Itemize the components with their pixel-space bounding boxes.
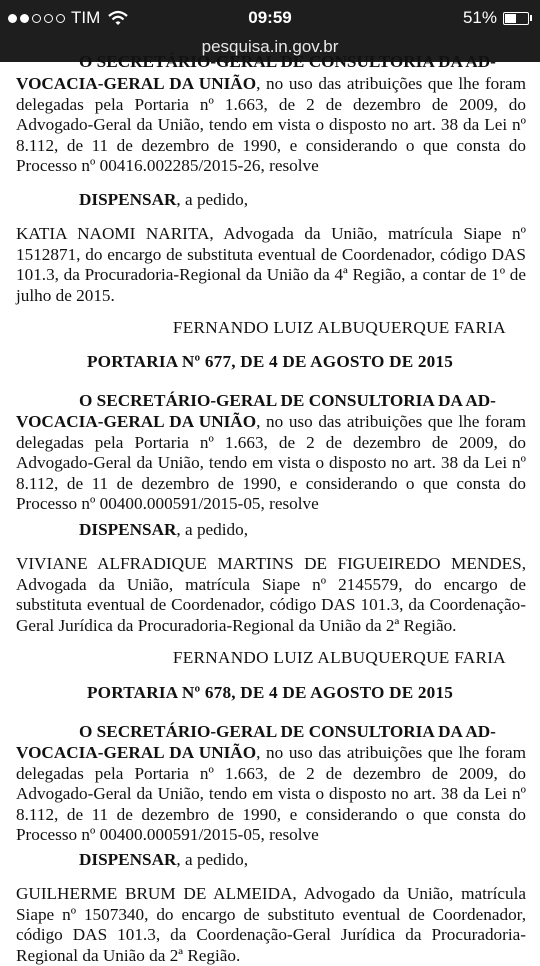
- status-right: [463, 8, 532, 28]
- battery-fill: [505, 14, 516, 23]
- dispensar-line: [79, 190, 248, 211]
- address-bar[interactable]: pesquisa.in.gov.br: [0, 36, 540, 62]
- dismissal-paragraph: VIVIANE ALFRADIQUE MARTINS DE FIGUEIREDO MENDES, Advogada da União, matrícula Siape nº 2145579, do encargo de substituta eventual de Coordenador, código DAS 101.3, da Coordenação-Geral Jurídica da Procuradoria-Regional da União da 2ª Região.: [16, 554, 526, 635]
- dispensar-line: [79, 850, 248, 871]
- clock: 09:59: [248, 8, 292, 27]
- dispensar-bold: DISPENSAR: [79, 190, 177, 209]
- status-bar: [0, 0, 540, 36]
- intro-bold: VOCACIA-GERAL DA UNIÃO: [16, 74, 257, 93]
- intro-text: , no uso das atribuições que lhe foram delegadas pela Portaria nº 1.663, de 2 de dezembro de 2009, do Advogado-Geral da União, tendo em vista o disposto no art. 38 da Lei nº 8.112, de 11 de dezembro de 1990, e considerando o que consta do Processo nº 00416.002285/2015-26, resolve: [16, 74, 526, 175]
- dispensar-bold: DISPENSAR: [79, 850, 177, 869]
- portaria-intro-paragraph: [16, 743, 526, 846]
- battery-nub: [530, 15, 532, 21]
- dispensar-text: , a pedido,: [176, 190, 249, 209]
- signature: FERNANDO LUIZ ALBUQUERQUE FARIA: [172, 318, 506, 337]
- portaria-heading: O SECRETÁRIO-GERAL DE CONSULTORIA DA AD-: [79, 722, 496, 741]
- battery-icon: [503, 12, 529, 25]
- portaria-title: PORTARIA Nº 677, DE 4 DE AGOSTO DE 2015: [86, 352, 454, 371]
- dispensar-text: , a pedido,: [176, 850, 249, 869]
- intro-bold: VOCACIA-GERAL DA UNIÃO: [16, 743, 257, 762]
- portaria-title: PORTARIA Nº 678, DE 4 DE AGOSTO DE 2015: [86, 683, 454, 702]
- document-page[interactable]: [0, 52, 540, 965]
- carrier-name: TIM: [71, 8, 101, 27]
- dispensar-bold: DISPENSAR: [79, 520, 177, 539]
- signature: FERNANDO LUIZ ALBUQUERQUE FARIA: [172, 648, 506, 667]
- intro-bold: VOCACIA-GERAL DA UNIÃO: [16, 412, 257, 431]
- cut-heading: O SECRETÁRIO-GERAL DE CONSULTORIA DA AD-: [79, 52, 496, 71]
- dismissal-paragraph: KATIA NAOMI NARITA, Advogada da União, matrícula Siape nº 1512871, do encargo de substituta eventual de Coordenador, código DAS 101.3, da Procuradoria-Regional da União da 4ª Região, a contar de 1º de julho de 2015.: [16, 224, 526, 305]
- portaria-intro-paragraph: [16, 74, 526, 177]
- intro-text: , no uso das atribuições que lhe foram delegadas pela Portaria nº 1.663, de 2 de dezembro de 2009, do Advogado-Geral da União, tendo em vista o disposto no art. 38 da Lei nº 8.112, de 11 de dezembro de 1990, e considerando o que consta do Processo nº 00400.000591/2015-05, resolve: [16, 743, 526, 844]
- battery-percent: 51%: [462, 8, 497, 27]
- dispensar-line: [79, 520, 248, 541]
- dismissal-paragraph: GUILHERME BRUM DE ALMEIDA, Advogado da União, matrícula Siape nº 1507340, do encargo de substituto eventual de Coordenador, código DAS 101.3, da Coordenação-Geral Jurídica da Procuradoria-Regional da União da 2ª Região.: [16, 884, 526, 965]
- dispensar-text: , a pedido,: [176, 520, 249, 539]
- portaria-heading: O SECRETÁRIO-GERAL DE CONSULTORIA DA AD-: [79, 391, 496, 410]
- portaria-intro-paragraph: [16, 412, 526, 515]
- intro-text: , no uso das atribuições que lhe foram delegadas pela Portaria nº 1.663, de 2 de dezembro de 2009, do Advogado-Geral da União, tendo em vista o disposto no art. 38 da Lei nº 8.112, de 11 de dezembro de 1990, e considerando o que consta do Processo nº 00400.000591/2015-05, resolve: [16, 412, 526, 513]
